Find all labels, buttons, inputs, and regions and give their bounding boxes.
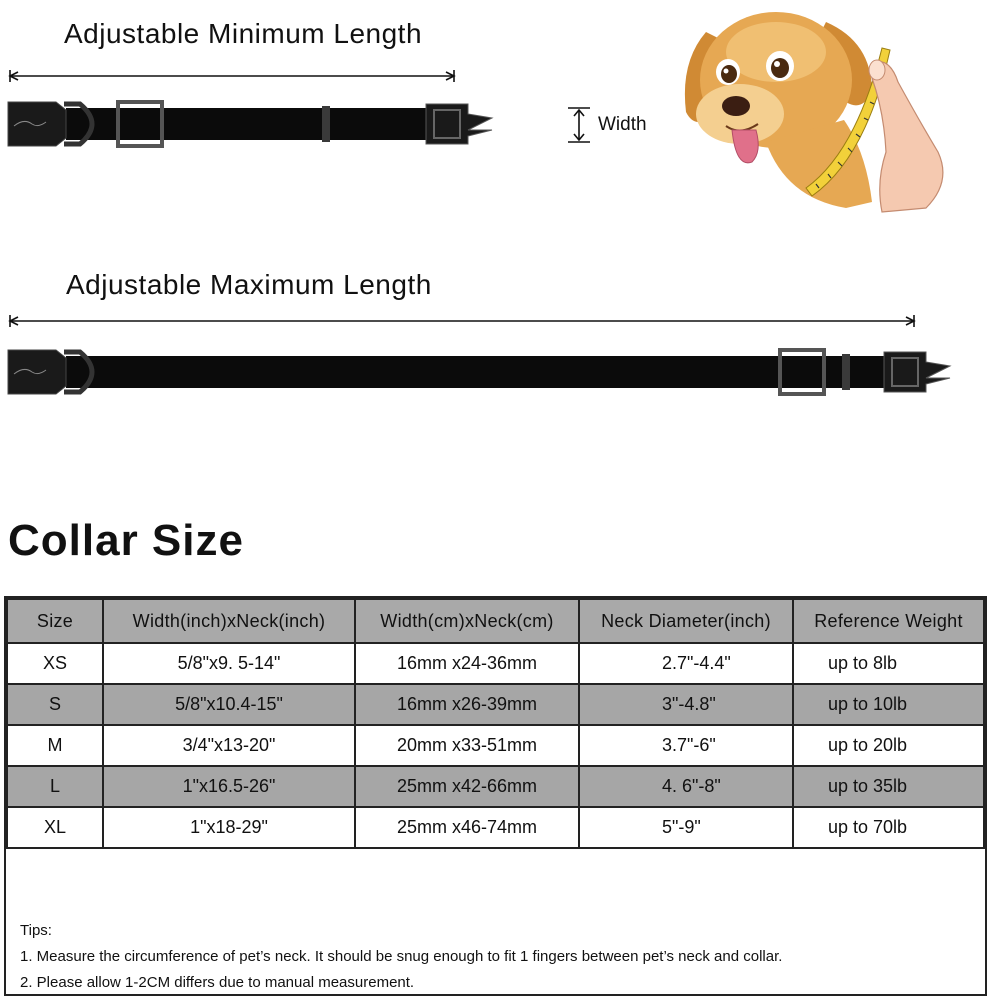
- min-length-label: Adjustable Minimum Length: [64, 18, 423, 49]
- cell-inch: 3/4"x13-20": [103, 725, 355, 766]
- cell-diameter: 4. 6"-8": [579, 766, 793, 807]
- cell-cm: 25mm x42-66mm: [355, 766, 579, 807]
- table-header-row: [7, 599, 984, 643]
- tip-item: 1. Measure the circumference of pet’s neck. It should be snug enough to fit 1 fingers between pet’s neck and collar.: [20, 948, 783, 965]
- cell-inch: 1"x16.5-26": [103, 766, 355, 807]
- cell-diameter: 3.7"-6": [579, 725, 793, 766]
- table-row: [7, 643, 984, 684]
- table-row: [7, 684, 984, 725]
- cell-diameter: 3"-4.8": [579, 684, 793, 725]
- collar-buckle-icon: [8, 350, 66, 394]
- table-row: [7, 725, 984, 766]
- cell-size: M: [7, 725, 103, 766]
- cell-weight: up to 35lb: [793, 766, 984, 807]
- header-width-neck-cm: Width(cm)xNeck(cm): [355, 599, 579, 643]
- cell-size: S: [7, 684, 103, 725]
- header-reference-weight: Reference Weight: [793, 599, 984, 643]
- collar-size-title: Collar Size: [8, 516, 244, 565]
- cell-weight: up to 8lb: [793, 643, 984, 684]
- cell-diameter: 5"-9": [579, 807, 793, 848]
- tips-section: [20, 918, 782, 996]
- cell-size: L: [7, 766, 103, 807]
- cell-cm: 16mm x24-36mm: [355, 643, 579, 684]
- table-row: [7, 807, 984, 848]
- cell-cm: 25mm x46-74mm: [355, 807, 579, 848]
- cell-inch: 1"x18-29": [103, 807, 355, 848]
- width-label: Width: [598, 114, 647, 135]
- max-length-label: Adjustable Maximum Length: [66, 269, 432, 300]
- header-neck-diameter: Neck Diameter(inch): [579, 599, 793, 643]
- cell-size: XL: [7, 807, 103, 848]
- cell-weight: up to 20lb: [793, 725, 984, 766]
- dog-illustration: [676, 2, 966, 218]
- min-length-arrow: [6, 66, 458, 86]
- tip-item: 2. Please allow 1-2CM differs due to manual measurement.: [20, 974, 415, 991]
- size-table: [6, 598, 985, 849]
- cell-size: XS: [7, 643, 103, 684]
- width-arrow-icon: [566, 106, 592, 144]
- tips-heading: Tips:: [20, 922, 52, 939]
- header-size: Size: [7, 599, 103, 643]
- table-row: [7, 766, 984, 807]
- cell-inch: 5/8"x10.4-15": [103, 684, 355, 725]
- max-length-arrow: [6, 311, 918, 331]
- cell-inch: 5/8"x9. 5-14": [103, 643, 355, 684]
- cell-weight: up to 10lb: [793, 684, 984, 725]
- collar-min: [6, 96, 498, 152]
- cell-cm: 20mm x33-51mm: [355, 725, 579, 766]
- cell-diameter: 2.7"-4.4": [579, 643, 793, 684]
- collar-max: [6, 344, 956, 400]
- cell-cm: 16mm x26-39mm: [355, 684, 579, 725]
- collar-buckle-icon: [8, 102, 66, 146]
- header-width-neck-inch: Width(inch)xNeck(inch): [103, 599, 355, 643]
- cell-weight: up to 70lb: [793, 807, 984, 848]
